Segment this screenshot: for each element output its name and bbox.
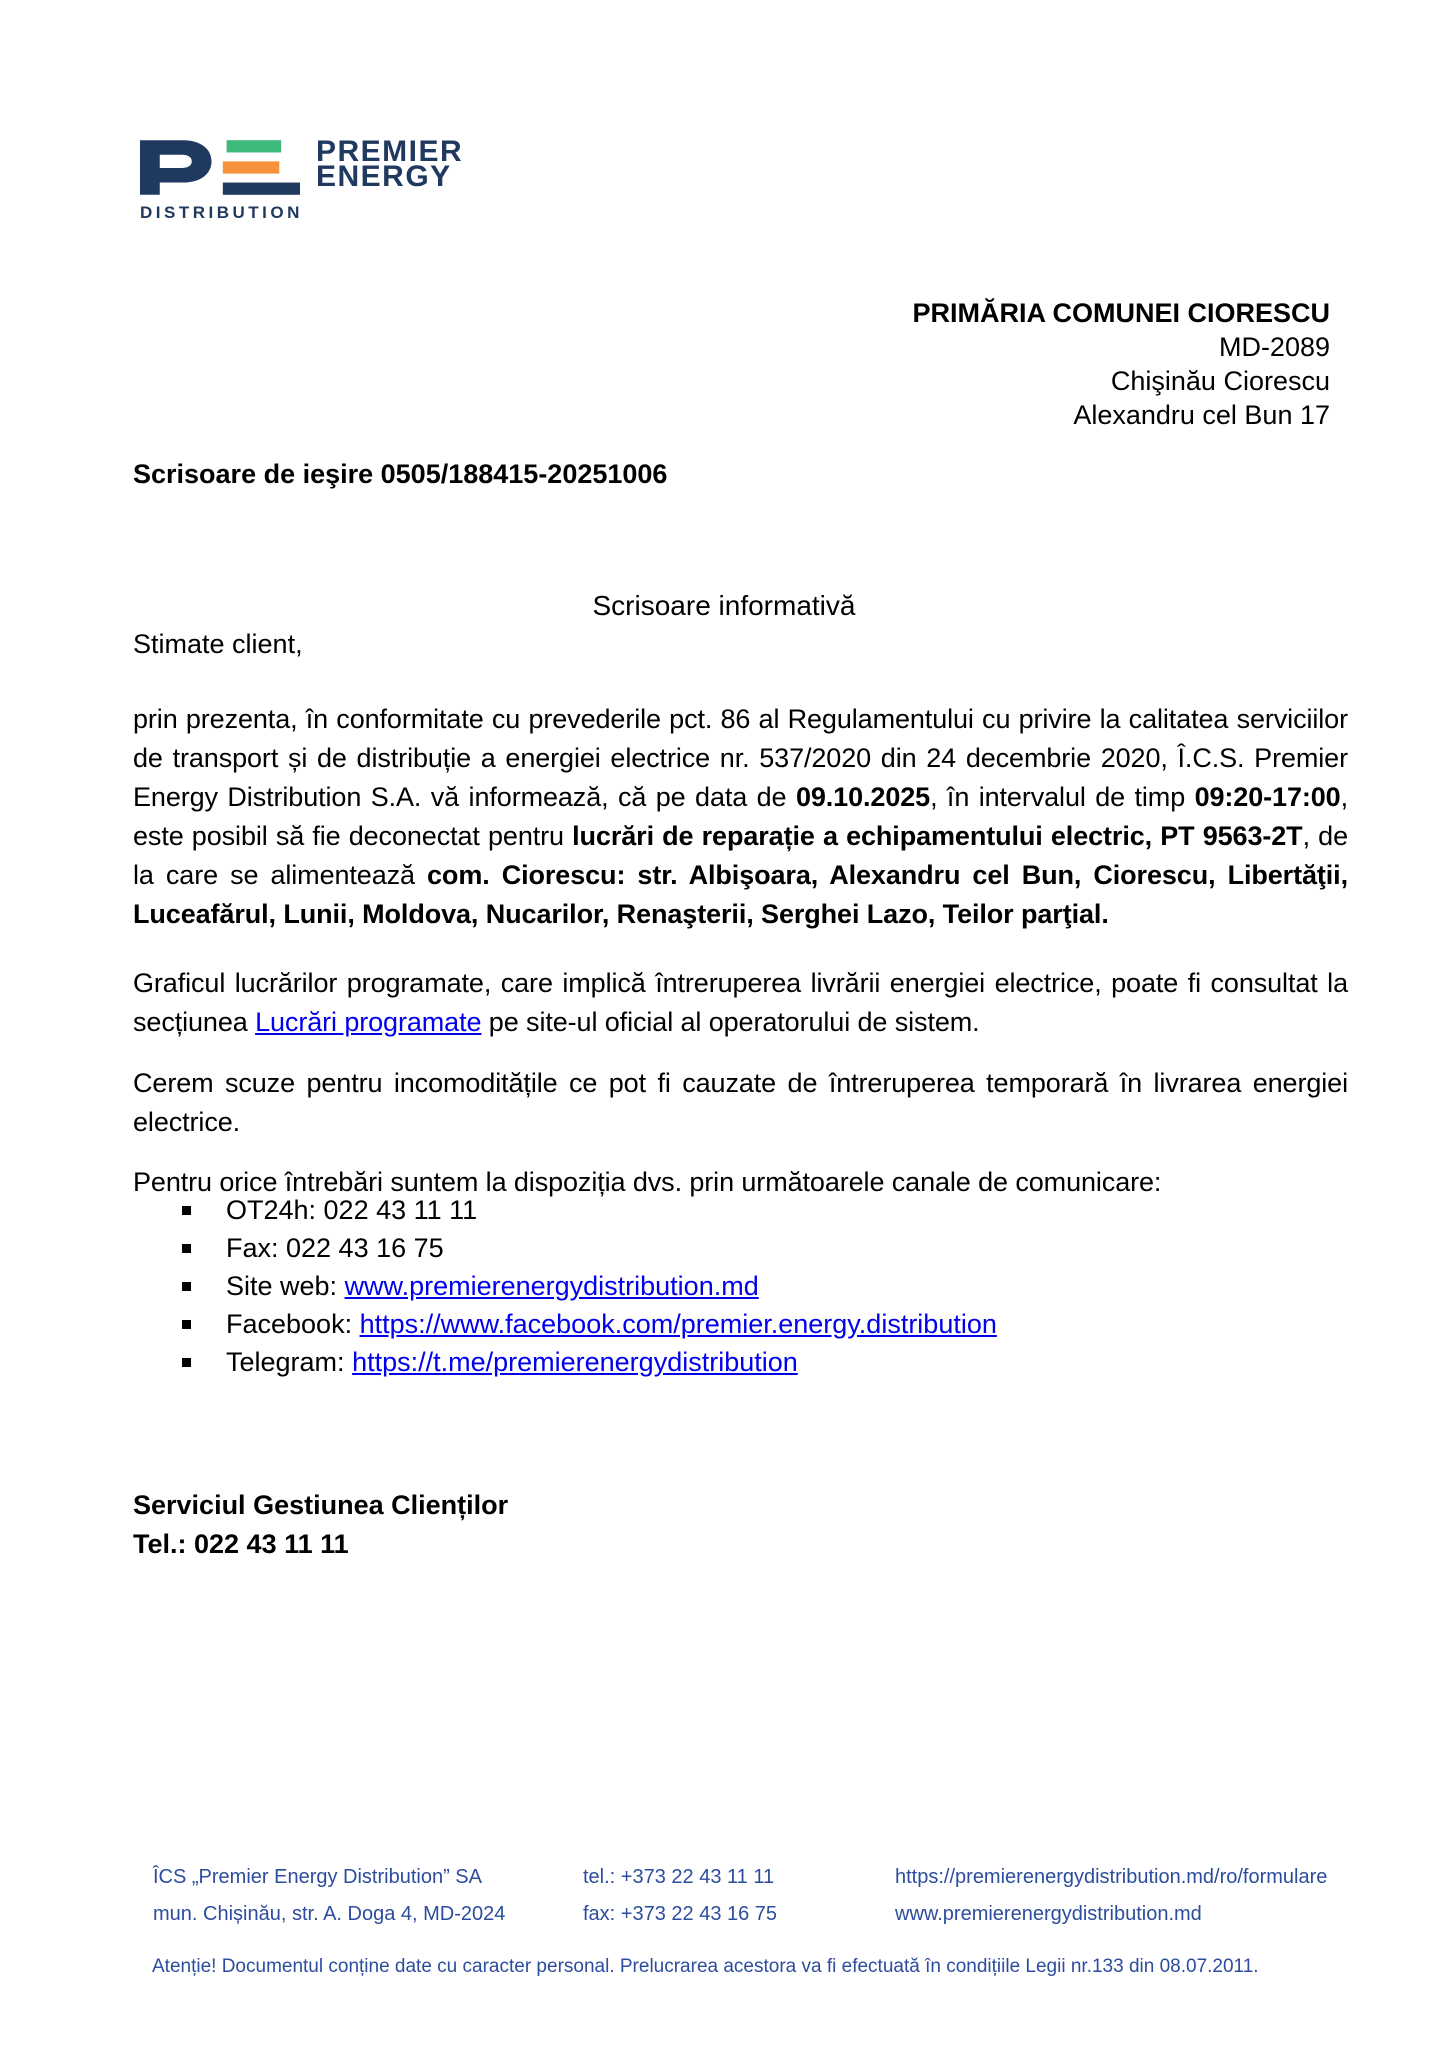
recipient-city: Chişinău Ciorescu (1110, 366, 1330, 396)
logo-word-premier: PREMIER (316, 135, 464, 168)
channel-label: Facebook: (226, 1309, 360, 1339)
text-segment-bold-date: 09.10.2025 (795, 782, 931, 812)
logo-wordmark (316, 135, 464, 193)
body-paragraph-contact-intro: Pentru orice întrebări suntem la dispoziția dvs. prin următoarele canale de comunicare: (133, 1167, 1162, 1197)
logo-top-row (140, 135, 464, 195)
recipient-postal-code: MD-2089 (1218, 332, 1330, 362)
logo-letter-p (140, 140, 212, 195)
logo-bar-green (227, 140, 282, 152)
channel-label: Site web: (226, 1271, 345, 1301)
text-segment: , de la care se alimentează (133, 821, 1348, 890)
outgoing-letter-number: Scrisoare de ieşire 0505/188415-20251006 (133, 459, 668, 489)
text-segment-bold-time-interval: 09:20-17:00 (1194, 782, 1341, 812)
signature-block (133, 1486, 508, 1564)
signature-phone: Tel.: 022 43 11 11 (133, 1529, 349, 1559)
logo-distribution-label: DISTRIBUTION (140, 203, 303, 222)
channel-facebook (133, 1305, 997, 1343)
recipient-block (912, 296, 1330, 432)
salutation: Stimate client, (133, 629, 303, 659)
site-web-link[interactable]: www.premierenergydistribution.md (344, 1271, 759, 1301)
footer-contact-column (583, 1859, 777, 1933)
footer-forms-url: https://premierenergydistribution.md/ro/formulare (895, 1866, 1328, 1888)
footer-company-name: ÎCS „Premier Energy Distribution” SA (153, 1866, 482, 1888)
lucrari-programate-link[interactable]: Lucrări programate (255, 1007, 482, 1037)
signature-department: Serviciul Gestiunea Clienților (133, 1490, 509, 1520)
square-bullet-icon (182, 1358, 191, 1367)
text-segment: , este posibil să fie deconectat pentru (133, 782, 1348, 851)
personal-data-notice: Atenție! Documentul conține date cu caracter personal. Prelucrarea acestora va fi efectuată în condițiile Legii nr.133 din 08.07.2011. (152, 1956, 1259, 1977)
facebook-link[interactable]: https://www.facebook.com/premier.energy.distribution (359, 1309, 997, 1339)
recipient-street: Alexandru cel Bun 17 (1073, 400, 1330, 430)
pe-logo-mark-icon (140, 140, 300, 195)
text-segment: Graficul lucrărilor programate, care implică întreruperea livrării energiei electrice, poate fi consultat la secțiunea (133, 968, 1348, 1037)
body-paragraph-disconnection-notice (133, 700, 1348, 934)
footer-site-url: www.premierenergydistribution.md (895, 1903, 1202, 1925)
channel-label: OT24h: 022 43 11 11 (226, 1195, 478, 1225)
channel-fax (133, 1229, 997, 1267)
text-segment: pe site-ul oficial al operatorului de sistem. (481, 1007, 980, 1037)
footer-tel: tel.: +373 22 43 11 11 (583, 1866, 775, 1888)
recipient-name: PRIMĂRIA COMUNEI CIORESCU (912, 298, 1330, 328)
letter-title: Scrisoare informativă (592, 590, 856, 621)
square-bullet-icon (182, 1244, 191, 1253)
square-bullet-icon (182, 1206, 191, 1215)
text-segment: prin prezenta, în conformitate cu prevederile pct. 86 al Regulamentului cu privire la calitatea serviciilor de transport și de distribuție a energiei electrice nr. 537/2020 din 24 decembrie 2020, Î.C.S. Premier Energy Distribution S.A. vă informează, că pe data de (133, 704, 1348, 812)
channel-site-web (133, 1267, 997, 1305)
channel-ot24h (133, 1191, 997, 1229)
text-segment: , în intervalul de timp (930, 782, 1195, 812)
logo-bar-orange (223, 161, 279, 173)
premier-energy-logo (140, 135, 464, 223)
footer-fax: fax: +373 22 43 16 75 (583, 1903, 778, 1925)
logo-word-energy: ENERGY (316, 160, 452, 193)
footer-company-address: mun. Chișinău, str. A. Doga 4, MD-2024 (153, 1903, 506, 1925)
telegram-link[interactable]: https://t.me/premierenergydistribution (352, 1347, 798, 1377)
body-paragraph-apology: Cerem scuze pentru incomoditățile ce pot fi cauzate de întreruperea temporară în livrarea energiei electrice. (133, 1068, 1348, 1137)
logo-bar-navy (223, 183, 300, 195)
body-paragraph-schedule (133, 964, 1348, 1042)
channel-label: Fax: 022 43 16 75 (226, 1233, 444, 1263)
square-bullet-icon (182, 1282, 191, 1291)
channel-telegram (133, 1343, 997, 1381)
footer-web-column (895, 1859, 1327, 1933)
text-segment-bold-works: lucrări de reparație a echipamentului electric, PT 9563-2T (572, 821, 1303, 851)
text-segment-bold-streets: com. Ciorescu: str. Albişoara, Alexandru cel Bun, Ciorescu, Libertăţii, Luceafărul, Lunii, Moldova, Nucarilor, Renaşterii, Serghei Lazo, Teilor parţial. (133, 860, 1348, 929)
contact-channels-list (133, 1191, 997, 1381)
footer-company-column (153, 1859, 505, 1933)
square-bullet-icon (182, 1320, 191, 1329)
channel-label: Telegram: (226, 1347, 353, 1377)
